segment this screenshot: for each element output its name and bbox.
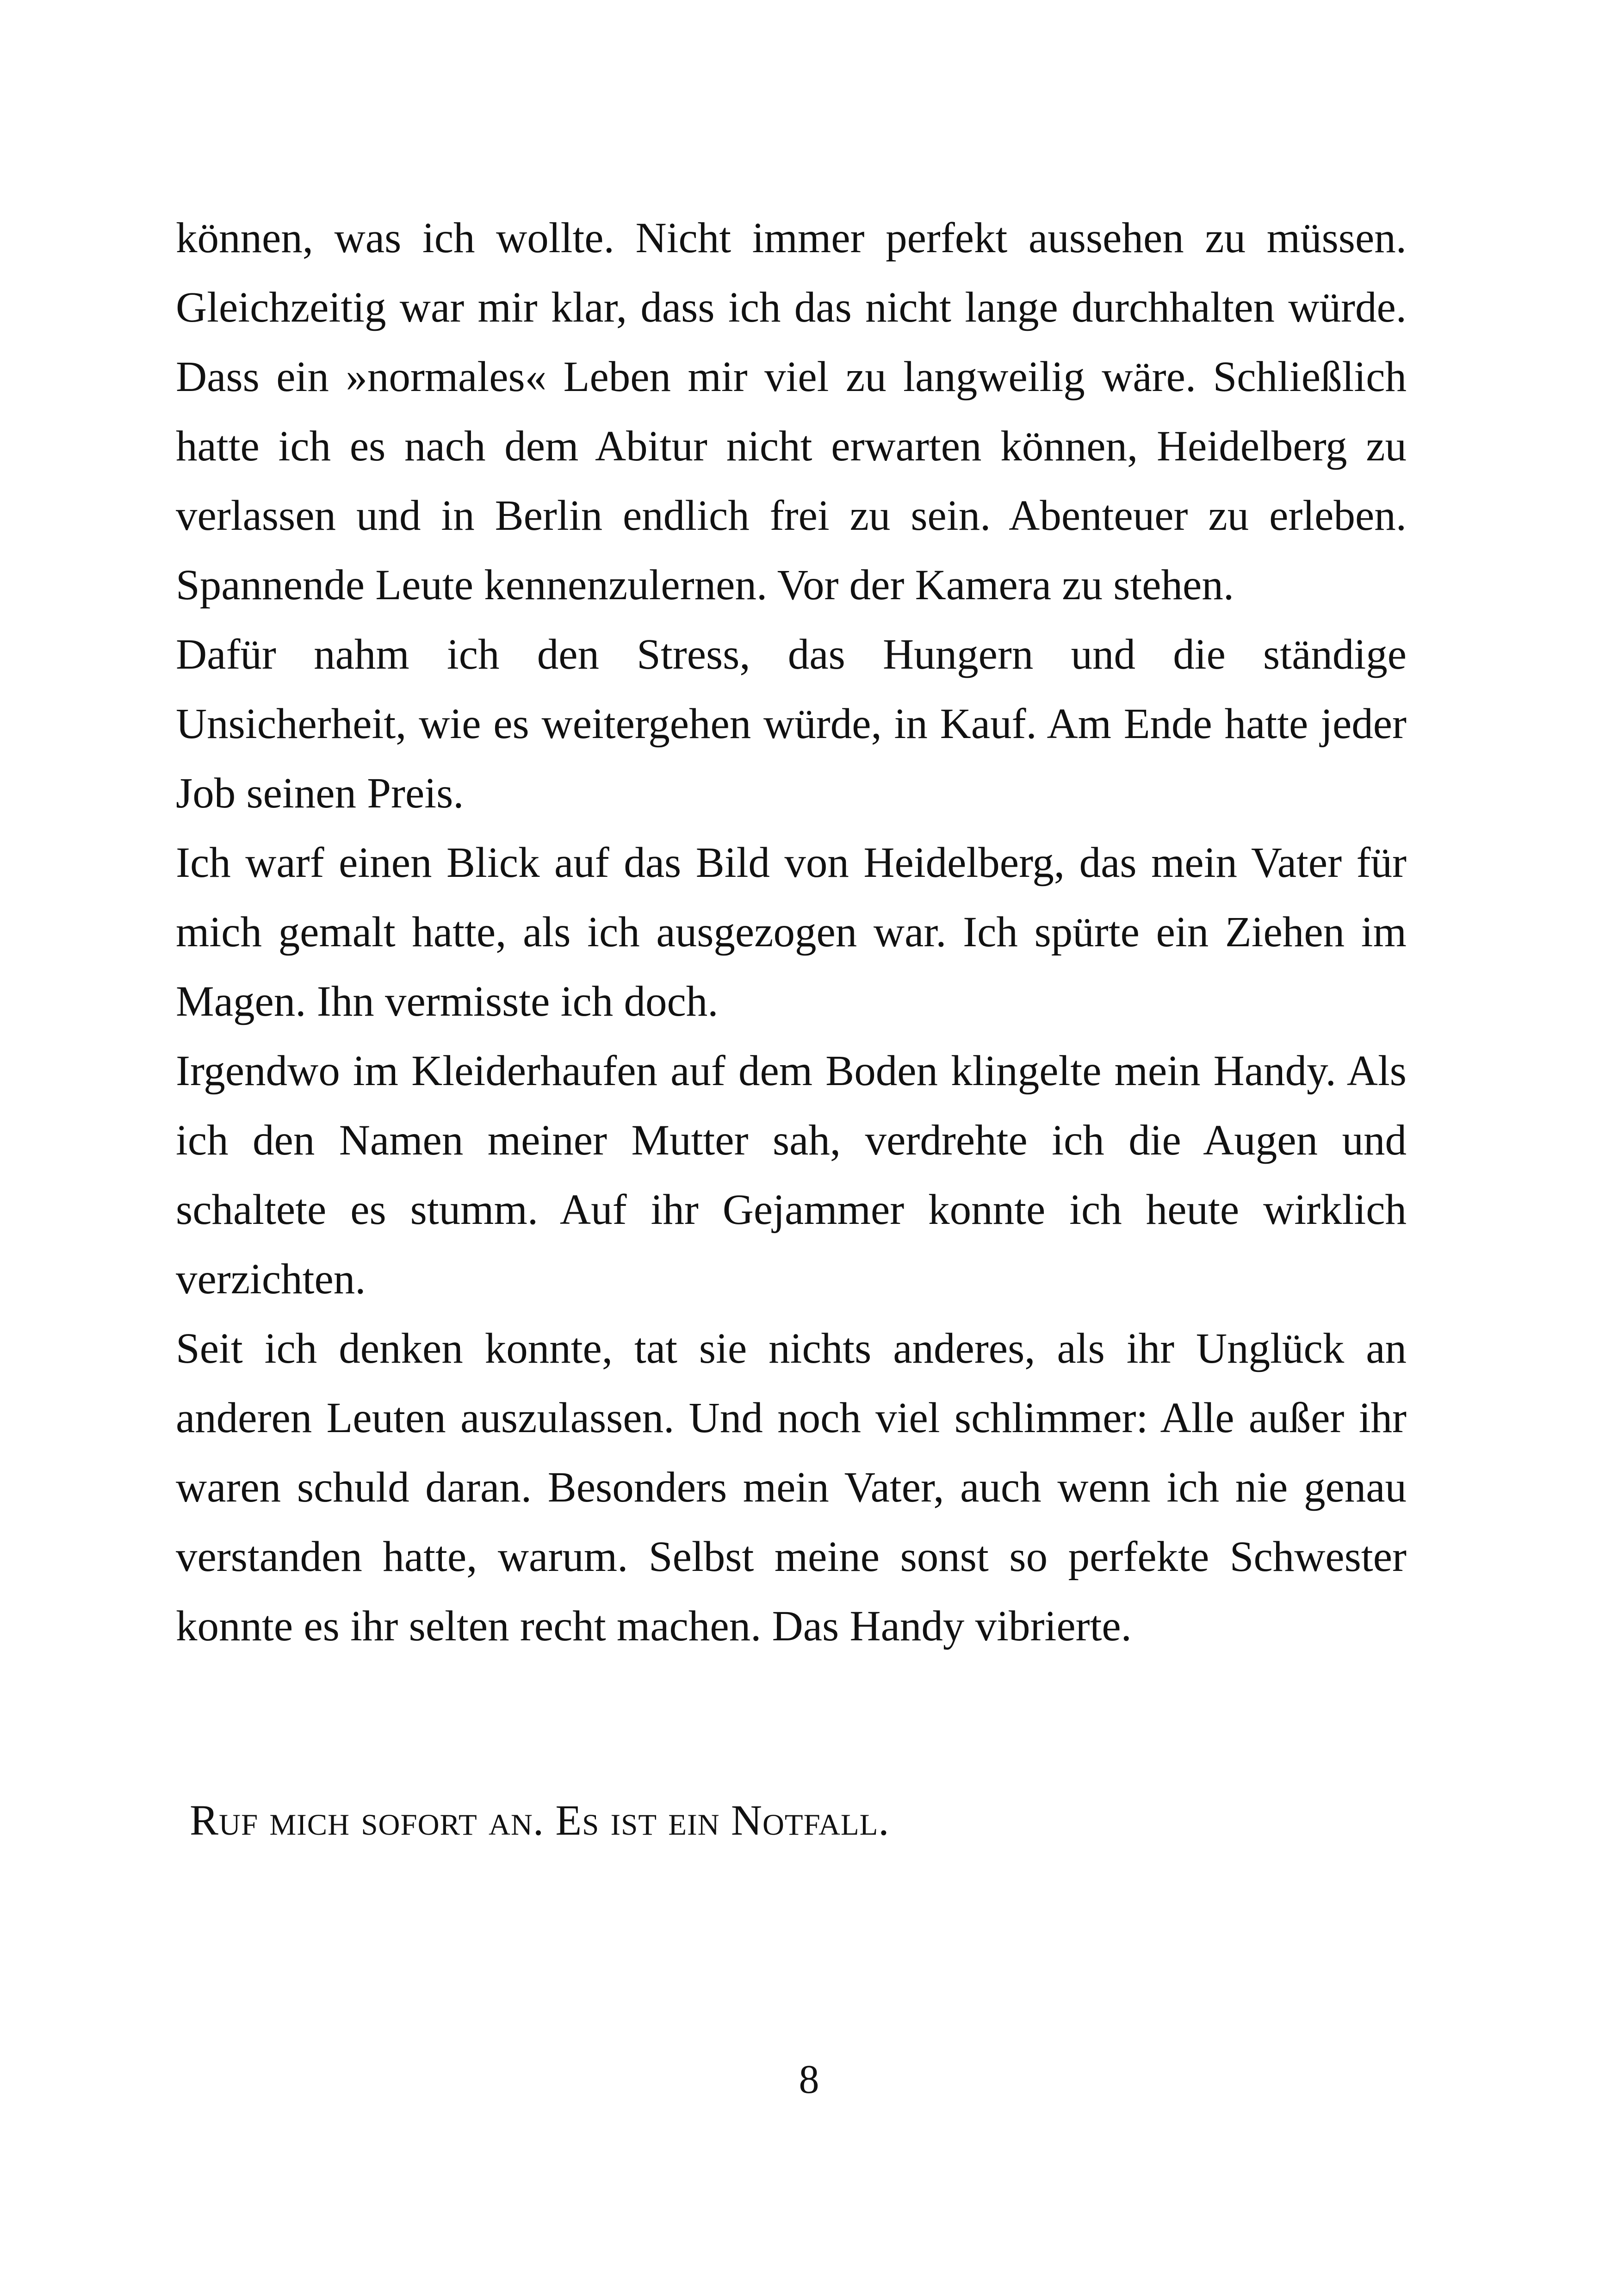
text-message: Ruf mich sofort an. Es ist ein Notfall. <box>190 1797 890 1844</box>
body-text <box>176 204 1407 1661</box>
paragraph: Dafür nahm ich den Stress, das Hungern und die ständige Unsicherheit, wie es weitergehen würde, in Kauf. Am Ende hatte jeder Job seinen Preis. <box>176 631 1407 817</box>
paragraph: Ich warf einen Blick auf das Bild von Heidelberg, das mein Vater für mich gemalt hatte, als ich ausgezogen war. Ich spürte ein Ziehen im Magen. Ihn vermisste ich doch. <box>176 839 1407 1025</box>
page-number: 8 <box>799 2057 819 2102</box>
paragraph: Seit ich denken konnte, tat sie nichts anderes, als ihr Unglück an anderen Leuten auszulassen. Und noch viel schlimmer: Alle außer ihr waren schuld daran. Besonders mein Vater, auch wenn ich nie genau verstanden hatte, warum. Selbst meine sonst so perfekte Schwester konnte es ihr selten recht machen. Das Handy vibrierte. <box>176 1325 1407 1650</box>
paragraph: können, was ich wollte. Nicht immer perfekt aussehen zu müssen. Gleichzeitig war mir klar, dass ich das nicht lange durchhalten würde. Dass ein »normales« Leben mir viel zu langweilig wäre. Schließlich hatte ich es nach dem Abitur nicht erwarten können, Heidelberg zu verlassen und in Berlin endlich frei zu sein. Abenteuer zu erleben. Spannende Leute kennenzulernen. Vor der Kamera zu stehen. <box>176 214 1407 609</box>
paragraph: Irgendwo im Kleiderhaufen auf dem Boden klingelte mein Handy. Als ich den Namen meiner Mutter sah, verdrehte ich die Augen und schaltete es stumm. Auf ihr Gejammer konnte ich heute wirklich verzichten. <box>176 1047 1407 1303</box>
